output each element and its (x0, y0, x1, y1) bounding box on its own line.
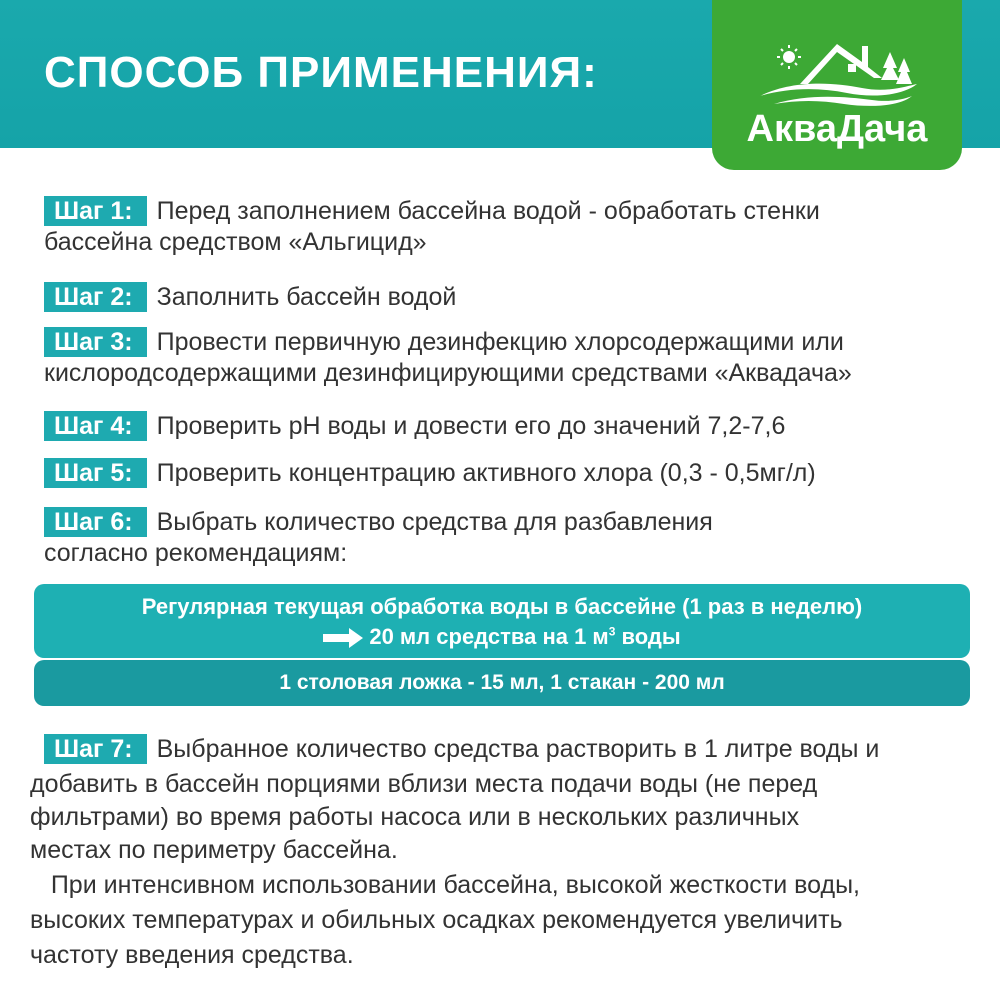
page-title: СПОСОБ ПРИМЕНЕНИЯ: (44, 48, 598, 97)
dosage-amount-text: 20 мл средства на 1 м (369, 624, 609, 649)
step-4 (44, 411, 785, 442)
step-text-continued: согласно рекомендациям: (44, 539, 348, 567)
step-badge: Шаг 7: (44, 734, 147, 764)
step-text-continued: бассейна средством «Альгицид» (44, 228, 427, 256)
note-line: высоких температурах и обильных осадках рекомендуется увеличить (30, 906, 843, 934)
step-text-continued: добавить в бассейн порциями вблизи места подачи воды (не перед (30, 770, 818, 798)
step-badge: Шаг 3: (44, 327, 147, 357)
step-badge: Шаг 5: (44, 458, 147, 488)
house-with-sun-and-trees-icon (712, 0, 962, 110)
step-7 (44, 734, 879, 765)
step-text: Проверить рН воды и довести его до значений 7,2-7,6 (156, 412, 786, 440)
dosage-amount-unit: воды (615, 624, 681, 649)
step-text: Проверить концентрацию активного хлора (0,3 - 0,5мг/л) (156, 459, 816, 487)
note-line: частоту введения средства. (30, 941, 354, 969)
step-6 (44, 507, 713, 569)
measures-box: 1 столовая ложка - 15 мл, 1 стакан - 200 мл (34, 660, 970, 706)
step-badge: Шаг 2: (44, 282, 147, 312)
note-line: При интенсивном использовании бассейна, высокой жесткости воды, (30, 871, 861, 899)
step-text-continued: фильтрами) во время работы насоса или в нескольких различных (30, 803, 800, 831)
step-5 (44, 458, 816, 489)
note-paragraph (30, 868, 970, 973)
step-text: Выбранное количество средства растворить в 1 литре воды и (156, 735, 880, 763)
brand-logo (712, 0, 962, 170)
step-text-continued: кислородсодержащими дезинфицирующими средствами «Аквадача» (44, 359, 852, 387)
step-badge: Шаг 6: (44, 507, 147, 537)
brand-name: АкваДача (746, 108, 928, 150)
step-7-continued (30, 768, 817, 867)
dosage-frequency: Регулярная текущая обработка воды в бассейне (1 раз в неделю) (141, 594, 863, 619)
cubic-superscript: 3 (608, 624, 616, 639)
step-1 (44, 196, 820, 258)
step-2 (44, 282, 456, 313)
dosage-amount (34, 624, 970, 650)
step-3 (44, 327, 852, 389)
step-badge: Шаг 4: (44, 411, 147, 441)
step-text: Провести первичную дезинфекцию хлорсодержащими или (156, 328, 844, 356)
step-text: Выбрать количество средства для разбавления (156, 508, 713, 536)
step-text: Перед заполнением бассейна водой - обработать стенки (156, 197, 820, 225)
step-text-continued: местах по периметру бассейна. (30, 836, 398, 864)
step-badge: Шаг 1: (44, 196, 147, 226)
step-text: Заполнить бассейн водой (156, 283, 457, 311)
arrow-right-icon (323, 628, 363, 648)
dosage-box (34, 584, 970, 658)
